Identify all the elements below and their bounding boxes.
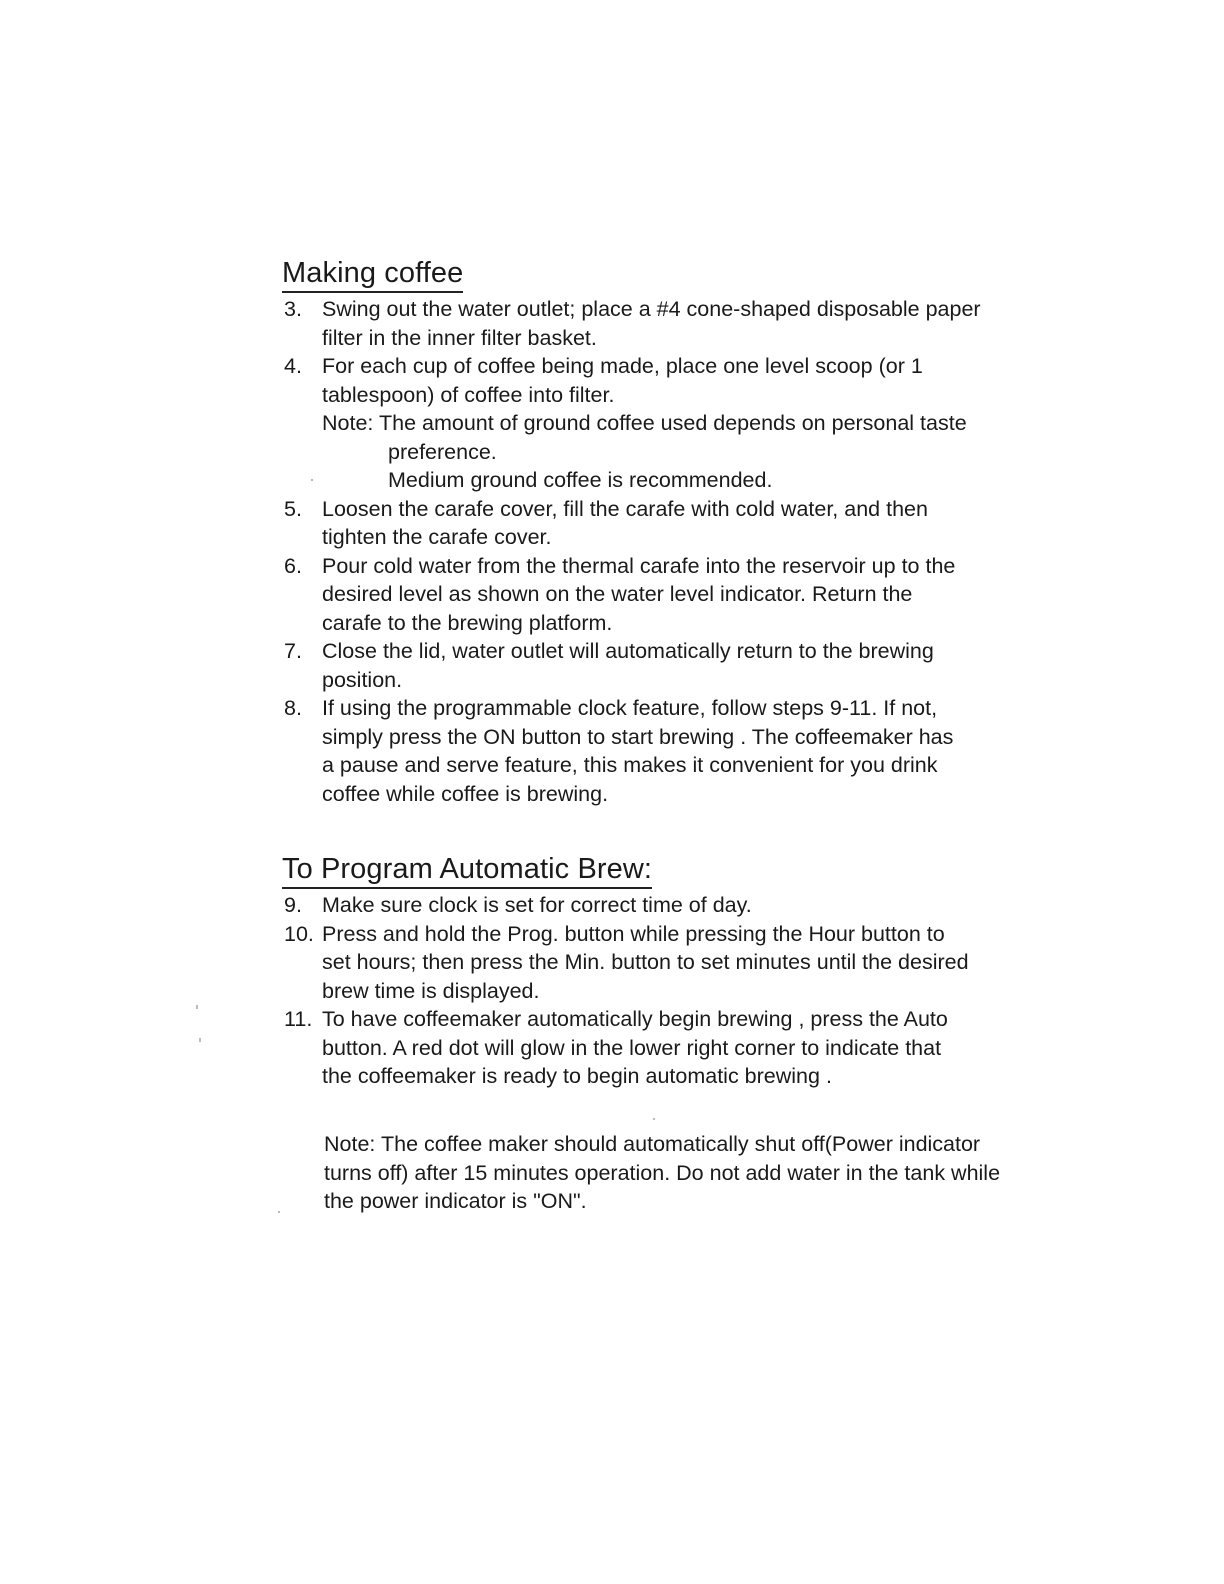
step-3 <box>282 295 1062 352</box>
final-note-line: the power indicator is "ON". <box>324 1189 587 1213</box>
step-7 <box>282 637 1062 694</box>
step-11 <box>282 1005 1062 1091</box>
step-number: 4. <box>284 354 302 378</box>
scan-speck <box>196 1005 198 1009</box>
scan-speck <box>278 1211 280 1213</box>
step-line: Close the lid, water outlet will automatically return to the brewing <box>322 639 934 663</box>
step-line: Make sure clock is set for correct time of day. <box>322 893 752 917</box>
step-number: 8. <box>284 696 302 720</box>
section-program-automatic-brew <box>282 852 1062 1091</box>
program-brew-steps <box>282 891 1062 1091</box>
step-line: button. A red dot will glow in the lower right corner to indicate that <box>322 1035 942 1060</box>
final-note-line: turns off) after 15 minutes operation. Do not add water in the tank while <box>324 1160 1001 1185</box>
section-heading-making-coffee: Making coffee <box>282 256 463 293</box>
step-line: coffee while coffee is brewing. <box>322 781 609 806</box>
step-line: a pause and serve feature, this makes it convenient for you drink <box>322 753 938 777</box>
step-line: tighten the carafe cover. <box>322 525 552 549</box>
step-6 <box>282 552 1062 638</box>
step-line: brew time is displayed. <box>322 978 540 1003</box>
making-coffee-steps <box>282 295 1062 808</box>
scan-speck <box>653 1118 655 1120</box>
step-9 <box>282 891 1062 920</box>
step-line: filter in the inner filter basket. <box>322 325 597 350</box>
step-5 <box>282 495 1062 552</box>
step-10 <box>282 920 1062 1006</box>
step-4 <box>282 352 1062 495</box>
step-line: Press and hold the Prog. button while pressing the Hour button to <box>322 921 945 946</box>
scan-speck <box>311 479 313 481</box>
step-line: If using the programmable clock feature, follow steps 9-11. If not, <box>322 696 938 720</box>
step-4-note <box>322 409 1062 495</box>
step-number: 3. <box>284 297 302 321</box>
note-line-indented: preference. <box>388 439 497 464</box>
step-number: 7. <box>284 639 302 663</box>
note-line: Note: The amount of ground coffee used depends on personal taste <box>322 411 967 435</box>
section-heading-program-brew: To Program Automatic Brew: <box>282 852 652 889</box>
step-number: 5. <box>284 496 302 521</box>
step-line: desired level as shown on the water level indicator. Return the <box>322 582 913 606</box>
step-8 <box>282 694 1062 808</box>
step-number: 6. <box>284 553 302 578</box>
step-line: To have coffeemaker automatically begin brewing , press the Auto <box>322 1007 948 1031</box>
note-line-indented: Medium ground coffee is recommended. <box>388 468 773 492</box>
step-line: carafe to the brewing platform. <box>322 610 613 635</box>
step-line: simply press the ON button to start brewing . The coffeemaker has <box>322 724 954 749</box>
step-line: the coffeemaker is ready to begin automatic brewing . <box>322 1064 832 1088</box>
step-number: 11. <box>284 1007 313 1031</box>
step-line: tablespoon) of coffee into filter. <box>322 382 615 407</box>
step-line: position. <box>322 667 403 692</box>
step-line: Loosen the carafe cover, fill the carafe with cold water, and then <box>322 496 928 521</box>
step-line: Pour cold water from the thermal carafe into the reservoir up to the <box>322 553 956 578</box>
section-making-coffee <box>282 256 1062 808</box>
final-note-line: Note: The coffee maker should automatically shut off(Power indicator <box>324 1132 981 1156</box>
step-line: For each cup of coffee being made, place one level scoop (or 1 <box>322 354 923 378</box>
scan-speck <box>199 1038 201 1042</box>
step-number: 10. <box>284 921 314 946</box>
step-line: set hours; then press the Min. button to set minutes until the desired <box>322 950 969 974</box>
step-number: 9. <box>284 893 302 917</box>
final-note <box>324 1130 1044 1216</box>
step-line: Swing out the water outlet; place a #4 cone-shaped disposable paper <box>322 297 981 321</box>
